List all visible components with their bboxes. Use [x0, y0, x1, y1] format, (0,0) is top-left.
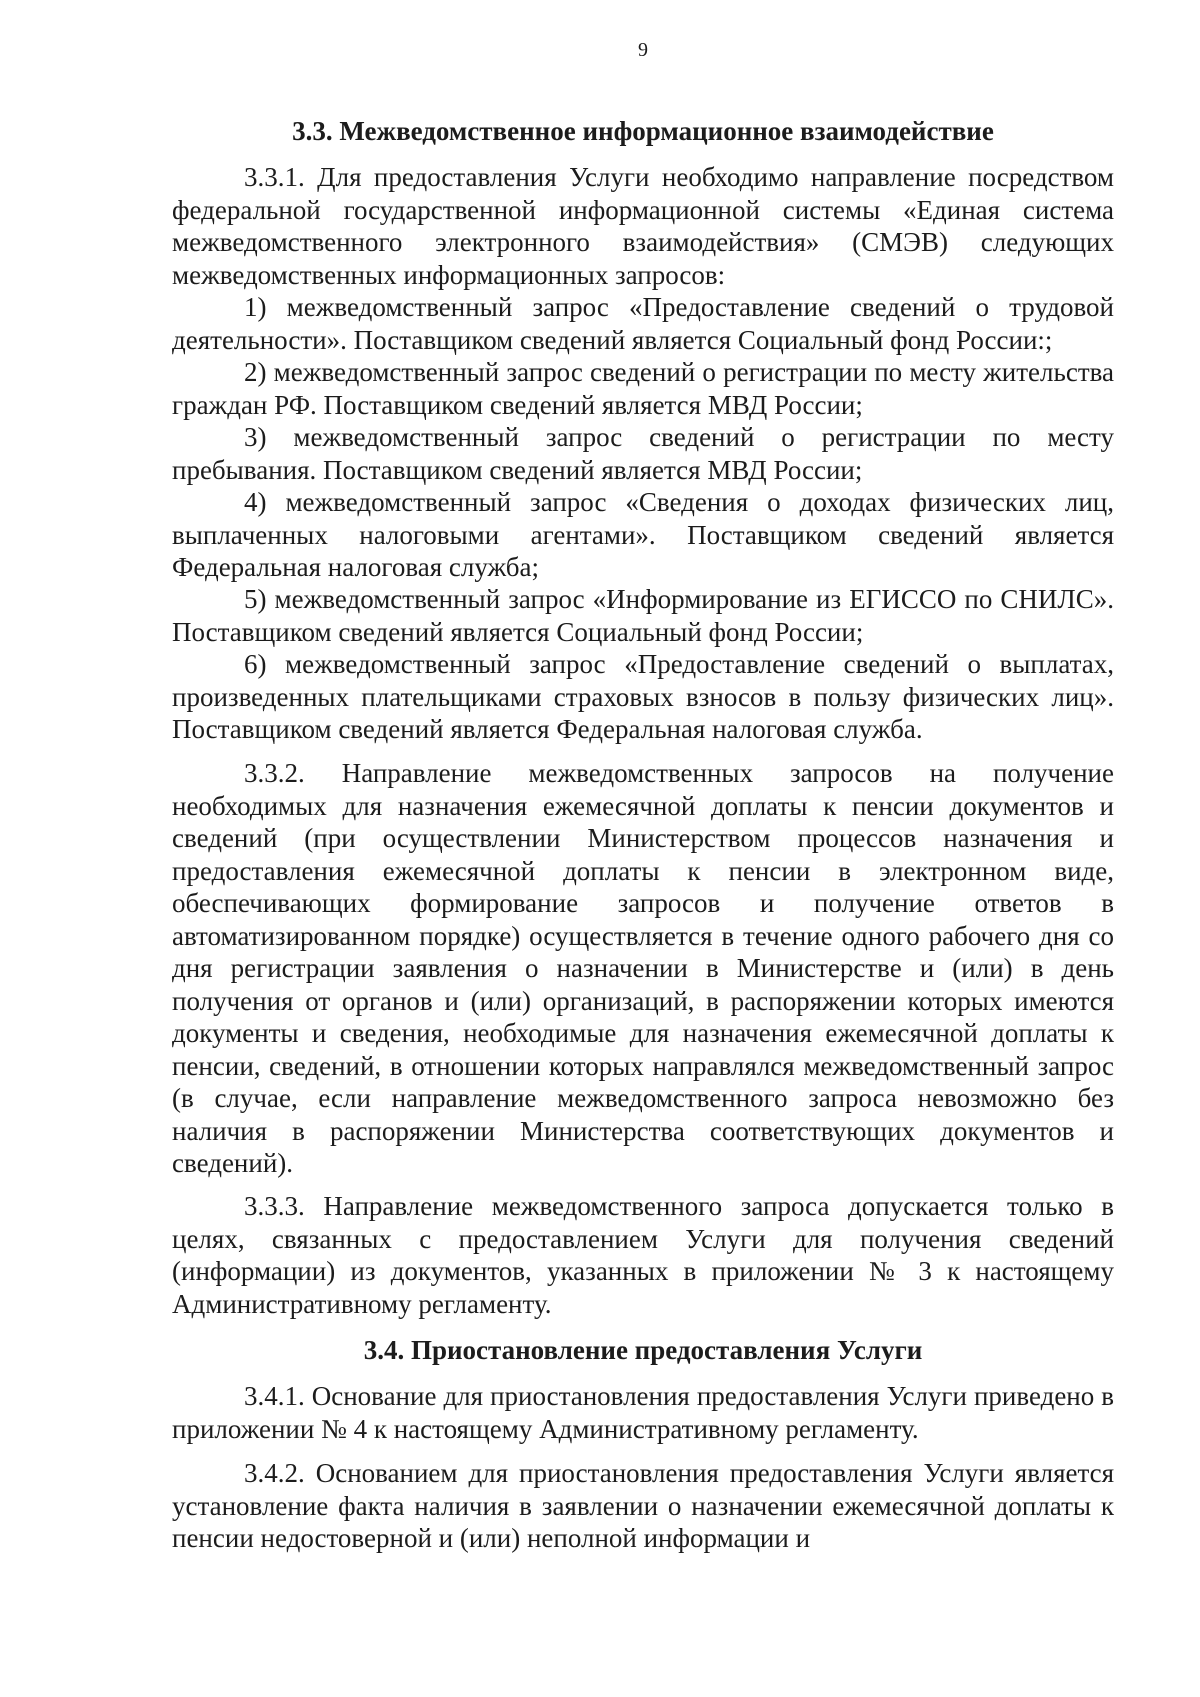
- section-3-4-heading: 3.4. Приостановление предоставления Услуги: [363, 1335, 923, 1365]
- list-item: 5) межведомственный запрос «Информирование из ЕГИССО по СНИЛС». Поставщиком сведений является Социальный фонд России;: [172, 584, 1114, 647]
- section-3-3-heading: 3.3. Межведомственное информационное взаимодействие: [292, 116, 994, 146]
- paragraph-3-3-2: 3.3.2. Направление межведомственных запросов на получение необходимых для назначения ежемесячной доплаты к пенсии документов и сведений (при осуществлении Министерством процессов назначения и предоставления ежемесячной доплаты к пенсии в электронном виде, обеспечивающих формирование запросов и получение ответов в автоматизированном порядке) осуществляется в течение одного рабочего дня со дня регистрации заявления о назначении в Министерстве и (или) в день получения от органов и (или) организаций, в распоряжении которых имеются документы и сведения, необходимые для назначения ежемесячной доплаты к пенсии, сведений, в отношении которых направлялся межведомственный запрос (в случае, если направление межведомственного запроса невозможно без наличия в распоряжении Министерства соответствующих документов и сведений).: [172, 758, 1114, 1178]
- paragraph-3-4-1: 3.4.1. Основание для приостановления предоставления Услуги приведено в приложении № 4 к настоящему Административному регламенту.: [172, 1381, 1114, 1444]
- list-item: 6) межведомственный запрос «Предоставление сведений о выплатах, произведенных плательщиками страховых взносов в пользу физических лиц». Поставщиком сведений является Федеральная налоговая служба.: [172, 649, 1114, 744]
- list-item: 3) межведомственный запрос сведений о регистрации по месту пребывания. Поставщиком сведений является МВД России;: [172, 422, 1114, 485]
- list-item: 4) межведомственный запрос «Сведения о доходах физических лиц, выплаченных налоговыми агентами». Поставщиком сведений является Федеральная налоговая служба;: [172, 487, 1114, 582]
- paragraph-3-4-2: 3.4.2. Основанием для приостановления предоставления Услуги является установление факта наличия в заявлении о назначении ежемесячной доплаты к пенсии недостоверной и (или) неполной информации и: [172, 1458, 1114, 1553]
- paragraph-3-3-1: 3.3.1. Для предоставления Услуги необходимо направление посредством федеральной государственной информационной системы «Единая система межведомственного электронного взаимодействия» (СМЭВ) следующих межведомственных информационных запросов:: [172, 162, 1114, 290]
- list-item: 2) межведомственный запрос сведений о регистрации по месту жительства граждан РФ. Поставщиком сведений является МВД России;: [172, 357, 1114, 420]
- paragraph-3-3-3: 3.3.3. Направление межведомственного запроса допускается только в целях, связанных с предоставлением Услуги для получения сведений (информации) из документов, указанных в приложении № 3 к настоящему Административному регламенту.: [172, 1191, 1114, 1319]
- page-number: 9: [638, 39, 648, 61]
- list-item: 1) межведомственный запрос «Предоставление сведений о трудовой деятельности». Поставщиком сведений является Социальный фонд России:;: [172, 292, 1114, 355]
